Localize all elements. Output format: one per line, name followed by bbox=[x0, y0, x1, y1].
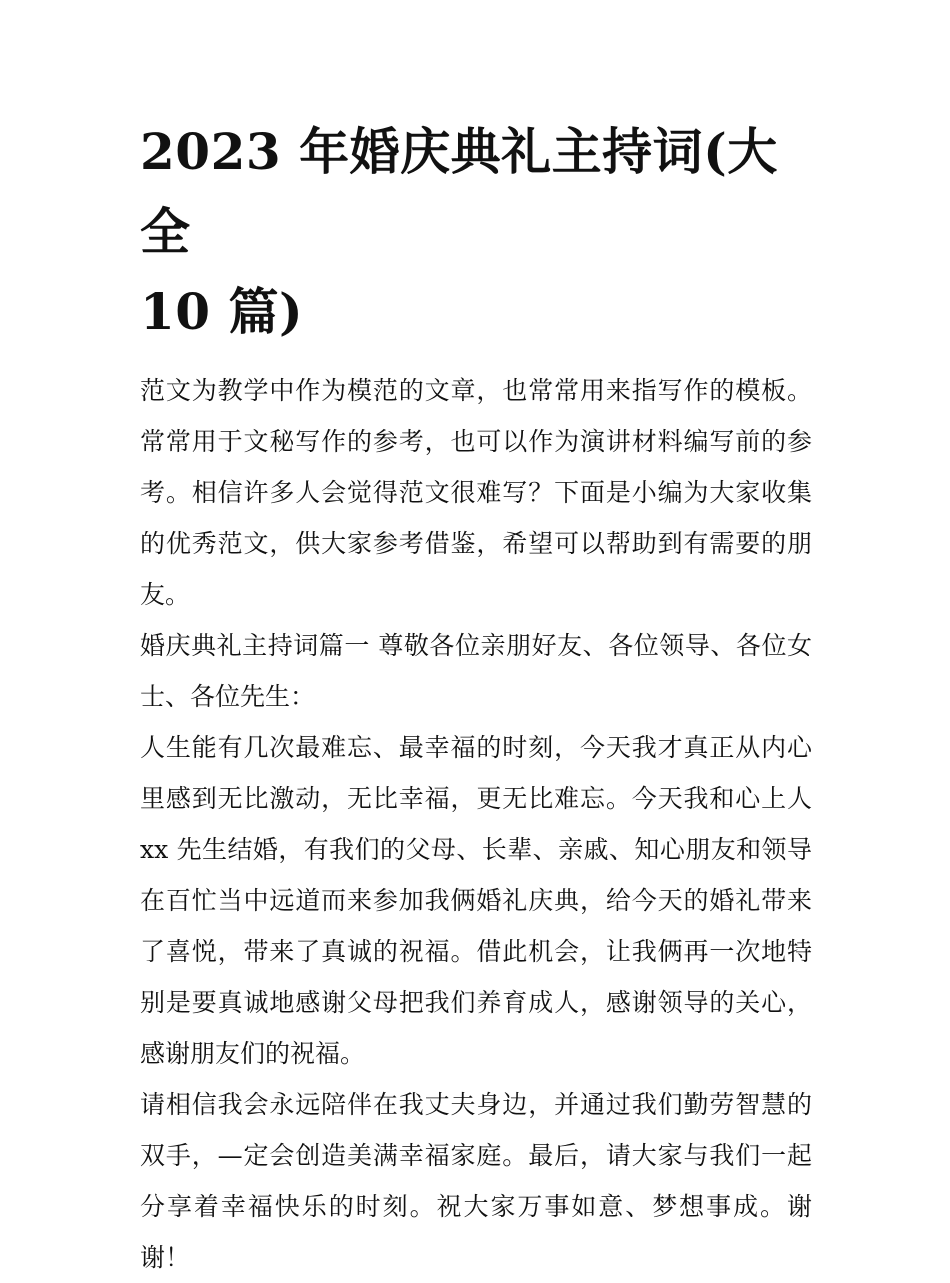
intro-paragraph: 范文为教学中作为模范的文章，也常常用来指写作的模板。常常用于文秘写作的参考，也可以作为演讲材料编写前的参考。相信许多人会觉得范文很难写？下面是小编为大家收集的优秀范文，供大家参考借鉴，希望可以帮助到有需要的朋友。 bbox=[140, 376, 812, 609]
section-heading-paragraph: 婚庆典礼主持词篇一 尊敬各位亲朋好友、各位领导、各位女士、各位先生： bbox=[140, 631, 812, 711]
document-page bbox=[140, 112, 812, 1283]
body-paragraph: 人生能有几次最难忘、最幸福的时刻，今天我才真正从内心里感到无比激动，无比幸福，更无比难忘。今天我和心上人 xx 先生结婚，有我们的父母、长辈、亲戚、知心朋友和领导在百忙当中远道而来参加我俩婚礼庆典，给今天的婚礼带来了喜悦，带来了真诚的祝福。借此机会，让我俩再一次地特别是要真诚地感谢父母把我们养育成人，感谢领导的关心，感谢朋友们的祝福。 bbox=[140, 733, 812, 1068]
closing-paragraph: 请相信我会永远陪伴在我丈夫身边，并通过我们勤劳智慧的双手，—定会创造美满幸福家庭。最后，请大家与我们一起分享着幸福快乐的时刻。祝大家万事如意、梦想事成。谢谢！ bbox=[140, 1090, 812, 1272]
document-title: 2023 年婚庆典礼主持词(大全 10 篇) bbox=[140, 122, 778, 341]
